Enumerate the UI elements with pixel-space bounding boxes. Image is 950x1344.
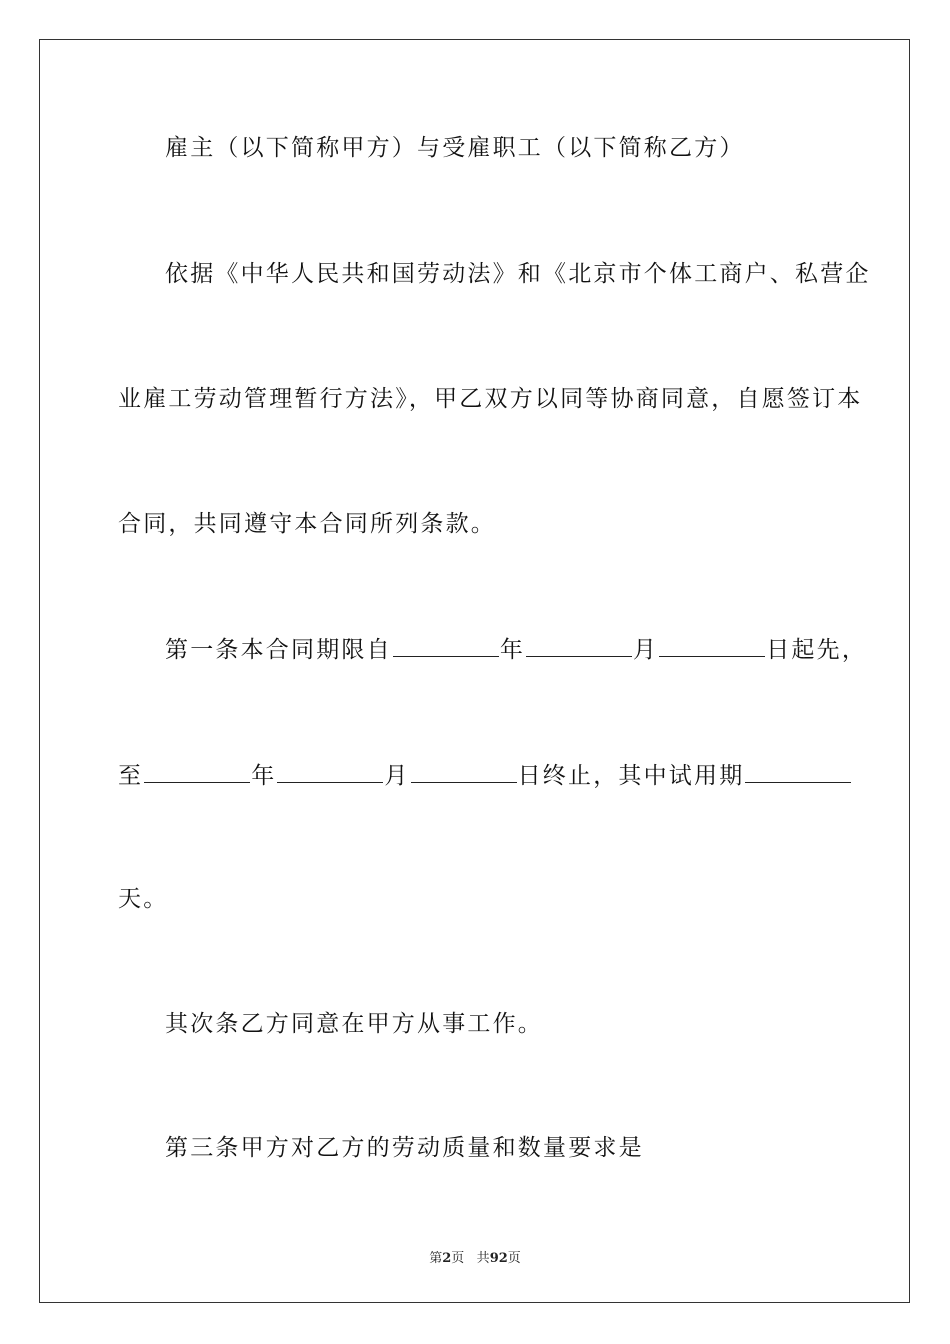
end-month-blank[interactable] bbox=[277, 760, 383, 783]
article-3: 第三条甲方对乙方的劳动质量和数量要求是 bbox=[165, 1135, 644, 1161]
end-year-blank[interactable] bbox=[144, 760, 250, 783]
start-day-blank[interactable] bbox=[659, 634, 765, 657]
footer-page-suffix: 页 bbox=[451, 1251, 465, 1266]
year-label: 年 bbox=[499, 637, 526, 663]
total-pages: 92 bbox=[489, 1251, 508, 1266]
paragraph-basis-line-3: 合同，共同遵守本合同所列条款。 bbox=[118, 511, 496, 537]
paragraph-basis-line-1: 依据《中华人民共和国劳动法》和《北京市个体工商户、私营企 bbox=[165, 261, 871, 287]
month-label-2: 月 bbox=[384, 763, 410, 789]
article-1-line-2 bbox=[118, 760, 852, 791]
paragraph-parties: 雇主（以下简称甲方）与受雇职工（以下简称乙方） bbox=[165, 135, 745, 161]
page-number: 2 bbox=[442, 1251, 452, 1266]
footer-total-prefix: 共 bbox=[476, 1251, 490, 1266]
footer-prefix: 第 bbox=[429, 1251, 443, 1266]
footer-total-suffix: 页 bbox=[507, 1251, 521, 1266]
start-year-blank[interactable] bbox=[393, 634, 499, 657]
start-month-blank[interactable] bbox=[526, 634, 632, 657]
page-footer bbox=[0, 1247, 950, 1266]
year-label-2: 年 bbox=[251, 763, 277, 789]
month-label: 月 bbox=[633, 637, 659, 663]
paragraph-basis-line-2: 业雇工劳动管理暂行方法》，甲乙双方以同等协商同意，自愿签订本 bbox=[118, 386, 863, 412]
end-day-blank[interactable] bbox=[411, 760, 517, 783]
article-2: 其次条乙方同意在甲方从事工作。 bbox=[165, 1011, 543, 1037]
probation-days-blank[interactable] bbox=[745, 760, 851, 783]
page-border bbox=[39, 39, 910, 1303]
until-label: 至 bbox=[118, 763, 144, 789]
article-1-line-1 bbox=[165, 634, 867, 665]
probation-text: 日终止，其中试用期 bbox=[517, 763, 745, 789]
article-1-line-3: 天。 bbox=[118, 886, 169, 912]
day-start-label: 日起先， bbox=[766, 637, 868, 663]
article-1-start-text: 第一条本合同期限自 bbox=[165, 637, 392, 663]
